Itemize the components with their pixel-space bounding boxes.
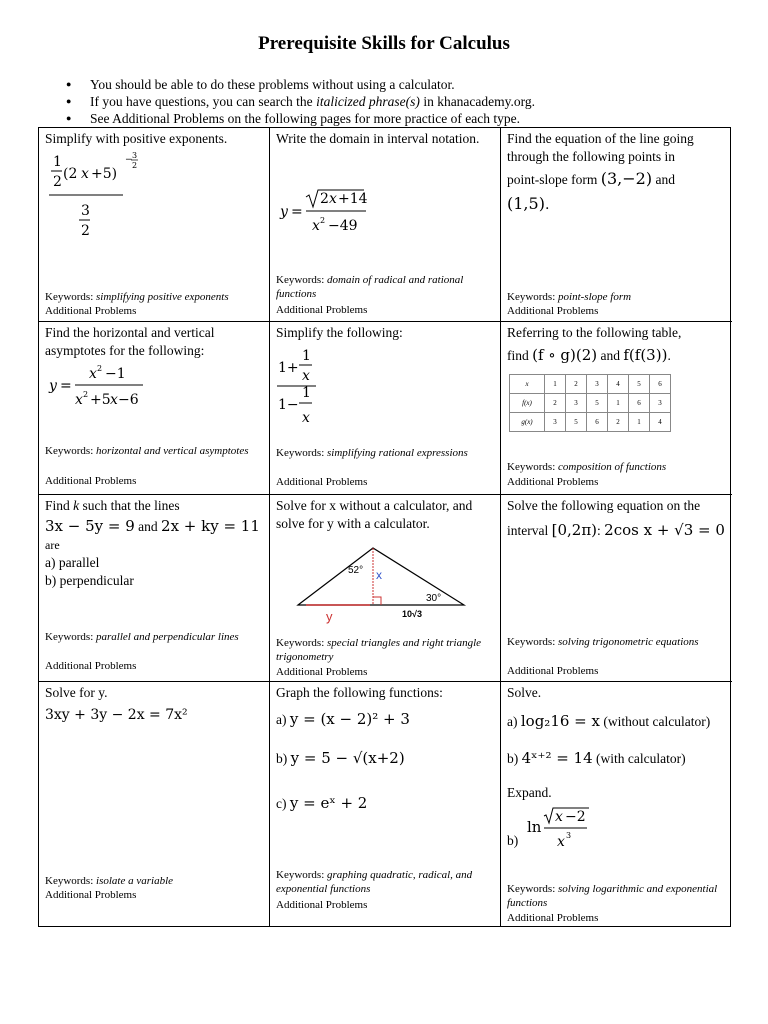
svg-text:2: 2 [53, 174, 62, 190]
svg-text:1−: 1− [278, 397, 299, 413]
table-cell: 6 [587, 413, 608, 432]
table-header-cell: g(x) [510, 413, 545, 432]
keywords-value: graphing quadratic, radical, and exponential functions [276, 869, 473, 895]
additional-problems-link[interactable]: Additional Problems [507, 912, 599, 924]
svg-text:−2: −2 [565, 809, 586, 825]
log-part-c [507, 806, 726, 850]
additional-problems-link[interactable]: Additional Problems [507, 665, 599, 677]
table-cell: 2 [566, 375, 587, 394]
svg-text:1: 1 [302, 385, 311, 401]
cell-composition [501, 322, 732, 495]
keywords-value: special triangles and right triangle trigonometry [276, 637, 482, 663]
keywords-label: Keywords: [276, 447, 325, 459]
svg-text:=: = [60, 378, 72, 394]
label-c: b) [507, 833, 519, 848]
table-cell: 6 [629, 394, 650, 413]
cell-prompt: Solve for y. [45, 685, 108, 700]
triangle-diagram [294, 545, 474, 625]
additional-problems-link[interactable]: Additional Problems [276, 476, 368, 488]
side-length-label: 10√3 [402, 609, 422, 619]
and-word: and [600, 348, 620, 363]
function-quadratic: y = (x − 2)² + 3 [289, 710, 410, 728]
table-cell: 5 [587, 394, 608, 413]
and-word: and [138, 519, 158, 534]
problem-grid [38, 127, 731, 927]
keywords-value: simplifying rational expressions [327, 447, 468, 459]
prompt-find: Find [45, 498, 70, 513]
svg-text:x: x [110, 392, 118, 408]
svg-text:3: 3 [566, 831, 572, 840]
cell-prompt: Simplify with positive exponents. [45, 131, 228, 146]
table-cell: 4 [608, 375, 629, 394]
keywords [507, 290, 728, 304]
keywords [507, 882, 728, 910]
svg-text:2: 2 [97, 364, 103, 373]
svg-text:3: 3 [81, 203, 90, 219]
svg-text:2: 2 [320, 216, 326, 225]
option-perpendicular: b) perpendicular [45, 573, 134, 588]
angle-30-label: 30° [426, 593, 442, 604]
cell-isolate-variable [39, 682, 270, 927]
page-title: Prerequisite Skills for Calculus [258, 33, 510, 54]
table-header-cell: x [510, 375, 545, 394]
bullet-italic: italicized phrase(s) [316, 94, 420, 109]
keywords [45, 874, 265, 888]
are-word: are [45, 538, 60, 552]
keywords-value: horizontal and vertical asymptotes [96, 445, 249, 457]
table-cell: 3 [545, 413, 566, 432]
svg-text:x: x [329, 191, 337, 207]
cell-logarithms [501, 682, 732, 927]
table-row [510, 413, 671, 432]
cell-asymptotes [39, 322, 270, 495]
table-cell: 2 [545, 394, 566, 413]
cell-prompt: Find the equation of the line going through the following points in [507, 131, 694, 164]
instruction-list [62, 76, 535, 127]
table-cell: 5 [566, 413, 587, 432]
svg-text:y: y [49, 378, 57, 394]
bullet-item [62, 110, 535, 127]
keywords-value: isolate a variable [96, 875, 174, 887]
function-b [276, 749, 494, 768]
keywords [507, 635, 728, 649]
cell-prompt: Solve the following equation on the [507, 498, 701, 513]
svg-text:y: y [280, 204, 288, 220]
cell-prompt: Find the horizontal and vertical asymptotes for the following: [45, 325, 215, 358]
table-cell: 1 [608, 394, 629, 413]
svg-text:+14: +14 [338, 191, 368, 207]
colon: : [597, 523, 601, 538]
svg-text:2: 2 [81, 223, 90, 238]
keywords [276, 273, 496, 301]
svg-text:x: x [302, 410, 310, 426]
table-cell: 3 [587, 375, 608, 394]
svg-text:−1: −1 [105, 366, 126, 382]
log-part-a [507, 712, 726, 731]
cell-special-triangles [270, 495, 501, 682]
function-exponential: y = eˣ + 2 [289, 794, 368, 812]
right-angle-mark [373, 597, 381, 605]
table-cell: 5 [629, 375, 650, 394]
function-table [509, 374, 671, 432]
additional-problems-link[interactable]: Additional Problems [45, 305, 137, 317]
keywords [276, 868, 496, 896]
additional-problems-link[interactable]: Additional Problems [45, 660, 137, 672]
svg-text:−6: −6 [118, 392, 139, 408]
svg-text:x: x [89, 366, 97, 382]
trig-equation: 2cos x + √3 = 0 [604, 521, 725, 539]
label-c: c) [276, 796, 287, 811]
additional-problems-link[interactable]: Additional Problems [276, 666, 368, 678]
keywords-label: Keywords: [45, 875, 94, 887]
table-row [510, 394, 671, 413]
svg-text:−49: −49 [328, 218, 358, 234]
keywords [45, 444, 265, 458]
keywords-value: domain of radical and rational functions [276, 274, 464, 300]
bullet-item [62, 76, 535, 93]
table-cell: 3 [650, 394, 671, 413]
svg-text:x: x [81, 166, 89, 182]
label-b: b) [276, 751, 288, 766]
points-line [507, 170, 726, 189]
keywords-label: Keywords: [276, 869, 325, 881]
keywords [45, 290, 265, 304]
label-b: b) [507, 751, 519, 766]
cell-prompt: Solve for x without a calculator, and solve for y with a calculator. [276, 498, 473, 531]
expression-domain [278, 186, 388, 236]
svg-text:1+: 1+ [278, 360, 299, 376]
expression-complex-fraction [276, 346, 336, 432]
keywords [276, 636, 496, 664]
point-2-line: (1,5). [507, 194, 550, 213]
svg-text:−: − [125, 155, 133, 165]
table-cell: 3 [566, 394, 587, 413]
variable-k: k [73, 498, 80, 513]
label-a: a) [276, 712, 287, 727]
note-without-calculator: (without calculator) [603, 714, 711, 729]
y-label: y [326, 609, 333, 624]
table-cell: 1 [629, 413, 650, 432]
additional-problems-link[interactable]: Additional Problems [276, 899, 368, 911]
find-word: find [507, 348, 529, 363]
keywords-value: point-slope form [558, 291, 632, 303]
additional-problems-link[interactable]: Additional Problems [507, 476, 599, 488]
cell-domain [270, 128, 501, 322]
keywords-label: Keywords: [507, 636, 556, 648]
trig-equation-line [507, 521, 726, 540]
svg-text:2: 2 [83, 390, 89, 399]
expand-label: Expand. [507, 785, 552, 800]
interval-value: [0,2π) [551, 521, 598, 539]
additional-problems-link[interactable]: Additional Problems [276, 304, 368, 316]
cell-simplify-exponents [39, 128, 270, 322]
table-cell: 1 [545, 375, 566, 394]
table-cell: 6 [650, 375, 671, 394]
cell-prompt: Graph the following functions: [276, 685, 443, 700]
composition-expr-2: f(f(3)) [623, 346, 668, 364]
table-cell: 4 [650, 413, 671, 432]
log-part-b [507, 749, 726, 768]
cell-graph-functions [270, 682, 501, 927]
cell-parallel-lines [39, 495, 270, 682]
point-1: (3,−2) [600, 169, 653, 188]
svg-text:3: 3 [132, 151, 138, 160]
expression-asymptotes [47, 362, 167, 412]
and-word: and [655, 172, 675, 187]
expression-ln-fraction [543, 806, 593, 850]
keywords-value: solving logarithmic and exponential functions [507, 883, 718, 909]
bullet-text: You should be able to do these problems without using a calculator. [90, 77, 455, 92]
keywords-label: Keywords: [45, 291, 94, 303]
cell-rational-expressions [270, 322, 501, 495]
additional-problems-link[interactable]: Additional Problems [45, 475, 137, 487]
cell-point-slope [501, 128, 732, 322]
bullet-text: See Additional Problems on the following pages for more practice of each type. [90, 111, 521, 126]
function-radical: y = 5 − √(x+2) [290, 749, 405, 767]
additional-problems-link[interactable]: Additional Problems [507, 305, 599, 317]
prompt-continued: point-slope form [507, 172, 598, 187]
composition-expr-1: (f ∘ g)(2) [532, 346, 598, 364]
x-label: x [376, 568, 382, 582]
table-row [510, 375, 671, 394]
equation-1: 3x − 5y = 9 [45, 517, 135, 535]
function-c [276, 794, 494, 813]
keywords-value: solving trigonometric equations [558, 636, 699, 648]
svg-text:1: 1 [53, 154, 62, 170]
svg-text:x: x [302, 368, 310, 384]
keywords [507, 460, 728, 474]
table-header-cell: f(x) [510, 394, 545, 413]
svg-text:x: x [555, 809, 563, 825]
cell-prompt: Simplify the following: [276, 325, 403, 340]
cell-prompt [45, 497, 263, 515]
keywords-label: Keywords: [276, 637, 325, 649]
table-cell: 2 [608, 413, 629, 432]
label-a: a) [507, 714, 518, 729]
svg-text:2: 2 [132, 161, 138, 170]
svg-text:x: x [557, 834, 565, 850]
cell-prompt: Write the domain in interval notation. [276, 131, 480, 146]
svg-text:+5): +5) [91, 166, 118, 182]
line-equations [45, 517, 263, 554]
prompt-rest: such that the lines [82, 498, 180, 513]
note-with-calculator: (with calculator) [596, 751, 686, 766]
equation-2: 2x + ky = 11 [161, 517, 260, 535]
ln-symbol: ln [527, 818, 542, 836]
bullet-item [62, 93, 535, 110]
point-2: (1,5) [507, 194, 545, 213]
keywords-label: Keywords: [45, 631, 94, 643]
keywords-value: simplifying positive exponents [96, 291, 229, 303]
svg-text:2: 2 [320, 191, 329, 207]
svg-text:=: = [291, 204, 303, 220]
svg-text:x: x [312, 218, 320, 234]
keywords [276, 446, 496, 460]
cell-trig-equation [501, 495, 732, 682]
equation-solve-y: 3xy + 3y − 2x = 7x² [45, 707, 188, 723]
keywords [45, 630, 265, 644]
function-a [276, 710, 494, 729]
svg-text:1: 1 [302, 348, 311, 364]
log-equation: log₂16 = x [520, 712, 600, 730]
svg-text:x: x [75, 392, 83, 408]
additional-problems-link[interactable]: Additional Problems [45, 889, 137, 901]
keywords-value: composition of functions [558, 461, 667, 473]
keywords-label: Keywords: [507, 461, 556, 473]
composition-expressions: find (f ∘ g)(2) and f(f(3)). [507, 346, 671, 364]
exp-equation: 4ˣ⁺² = 14 [521, 749, 593, 767]
expression-exponents [47, 150, 157, 238]
keywords-value: parallel and perpendicular lines [96, 631, 239, 643]
keywords-label: Keywords: [507, 291, 556, 303]
bullet-text: in khanacademy.org. [423, 94, 536, 109]
keywords-label: Keywords: [276, 274, 325, 286]
keywords-label: Keywords: [507, 883, 556, 895]
bullet-text: If you have questions, you can search the [90, 94, 313, 109]
keywords-label: Keywords: [45, 445, 94, 457]
cell-prompt: Referring to the following table, [507, 325, 682, 340]
svg-text:+5: +5 [90, 392, 111, 408]
cell-prompt: Solve. [507, 685, 542, 700]
option-parallel: a) parallel [45, 555, 100, 570]
angle-52-label: 52° [348, 565, 364, 576]
interval-label: interval [507, 523, 549, 538]
svg-text:(2: (2 [63, 166, 78, 182]
